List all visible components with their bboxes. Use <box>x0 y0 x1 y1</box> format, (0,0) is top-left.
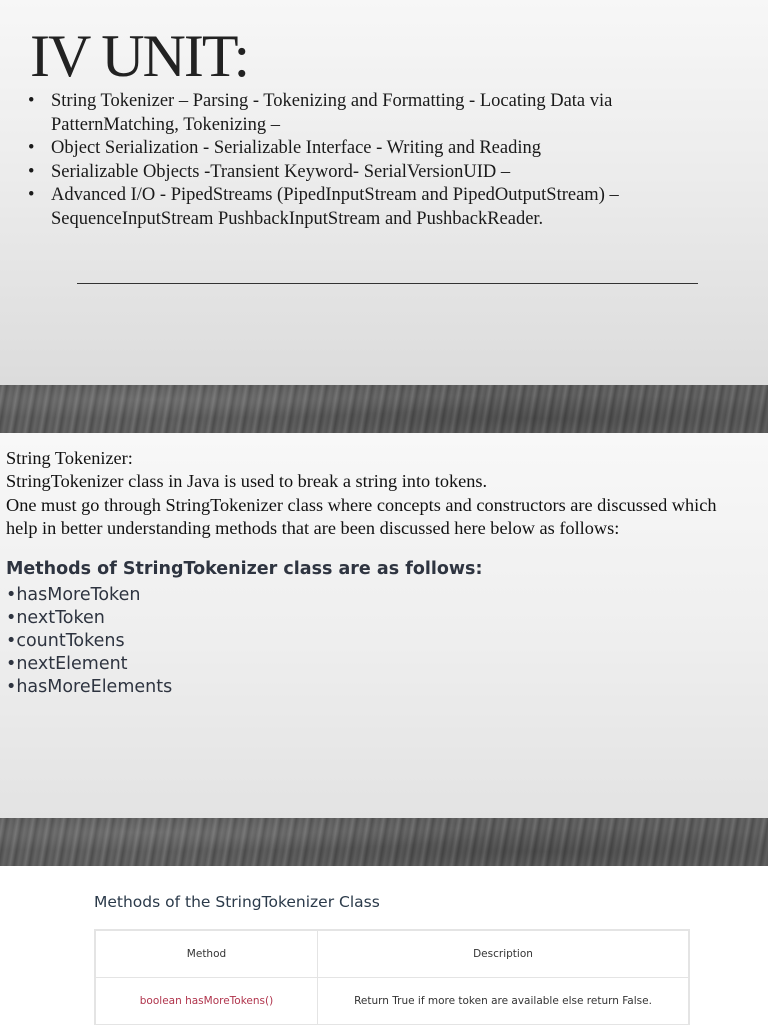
methods-table <box>95 930 689 1025</box>
paragraph: StringTokenizer class in Java is used to break a string into tokens. <box>6 471 488 492</box>
topic-item: • Object Serialization - Serializable Interface - Writing and Reading <box>28 137 728 161</box>
method-item: •hasMoreToken <box>6 585 141 605</box>
section-heading: String Tokenizer: <box>6 448 133 468</box>
column-header-description: Description <box>318 931 689 978</box>
topic-item: • Serializable Objects -Transient Keyword- SerialVersionUID – <box>28 161 728 185</box>
bullet-icon: • <box>28 138 35 158</box>
slide-separator <box>0 385 768 433</box>
slide-1 <box>0 0 768 385</box>
table-row <box>96 978 689 1025</box>
methods-heading: Methods of StringTokenizer class are as follows: <box>6 559 483 579</box>
topic-item: • String Tokenizer – Parsing - Tokenizing and Formatting - Locating Data via PatternMatching, Tokenizing – <box>28 91 613 135</box>
intro-text <box>6 447 746 540</box>
horizontal-rule <box>77 283 698 284</box>
method-list <box>6 584 172 699</box>
bullet-icon: • <box>28 185 35 205</box>
method-cell: boolean hasMoreTokens() <box>96 978 318 1025</box>
methods-table-container <box>94 929 690 1025</box>
bullet-icon: • <box>28 91 35 111</box>
column-header-method: Method <box>96 931 318 978</box>
description-cell: Return True if more token are available else return False. <box>318 978 689 1025</box>
topic-item: • Advanced I/O - PipedStreams (PipedInputStream and PipedOutputStream) – SequenceInputStream PushbackInputStream and PushbackReader. <box>28 185 619 229</box>
table-header-row <box>96 931 689 978</box>
paragraph: One must go through StringTokenizer class where concepts and constructors are discussed which help in better understanding methods that are been discussed here below as follows: <box>6 494 717 538</box>
slide-separator <box>0 818 768 866</box>
slide-title: IV UNIT: <box>30 23 249 89</box>
method-item: •hasMoreElements <box>6 677 173 697</box>
method-item: •nextElement <box>6 654 128 674</box>
bullet-icon: • <box>28 161 35 182</box>
table-title: Methods of the StringTokenizer Class <box>94 893 380 911</box>
topic-list <box>28 90 728 231</box>
method-item: •nextToken <box>6 608 105 628</box>
method-item: •countTokens <box>6 631 125 651</box>
